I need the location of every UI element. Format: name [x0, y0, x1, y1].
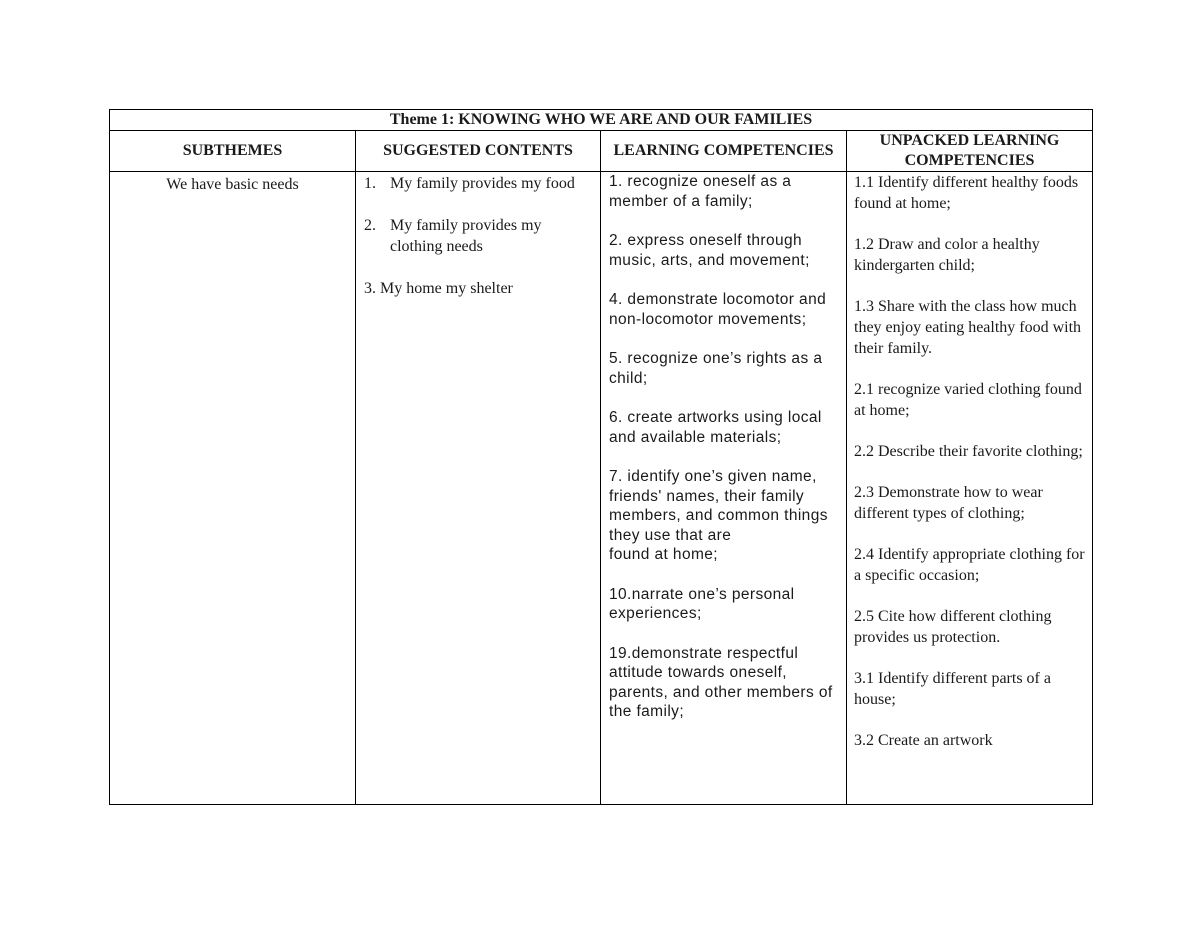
unpacked-item: 3.2 Create an artwork	[854, 732, 993, 749]
table-row	[110, 172, 1093, 805]
competency-item: 6. create artworks using local and available materials;	[609, 409, 822, 446]
unpacked-item: 2.3 Demonstrate how to wear different types of clothing;	[854, 484, 1043, 522]
subtheme-text: We have basic needs	[166, 176, 299, 193]
list-text: My family provides my food	[390, 175, 575, 192]
competency-item: 5. recognize one’s rights as a child;	[609, 350, 823, 387]
unpacked-competencies-cell	[847, 172, 1093, 805]
competency-item: 19.demonstrate respectful attitude towards oneself, parents, and other members of the family;	[609, 644, 833, 720]
list-number: 2.	[364, 217, 376, 234]
competency-item: 1. recognize oneself as a member of a family;	[609, 173, 792, 210]
competency-item: 4. demonstrate locomotor and non-locomotor movements;	[609, 291, 827, 328]
list-text: My family provides my clothing needs	[390, 217, 542, 255]
unpacked-item: 2.4 Identify appropriate clothing for a specific occasion;	[854, 546, 1085, 584]
subtheme-cell	[110, 172, 356, 805]
suggested-contents-cell	[356, 172, 601, 805]
header-unpacked-competencies: UNPACKED LEARNING COMPETENCIES	[847, 131, 1093, 172]
header-learning-competencies: LEARNING COMPETENCIES	[601, 131, 847, 172]
list-item	[364, 215, 594, 257]
header-suggested-contents: SUGGESTED CONTENTS	[356, 131, 601, 172]
learning-competencies-cell	[601, 172, 847, 805]
header-row	[110, 131, 1093, 172]
unpacked-item: 2.2 Describe their favorite clothing;	[854, 443, 1083, 460]
unpacked-item: 3.1 Identify different parts of a house;	[854, 670, 1051, 708]
list-item	[364, 173, 594, 194]
unpacked-item: 2.1 recognize varied clothing found at home;	[854, 381, 1082, 419]
unpacked-item: 2.5 Cite how different clothing provides us protection.	[854, 608, 1052, 646]
title-row	[110, 110, 1093, 131]
curriculum-table	[109, 109, 1093, 805]
competency-item: 10.narrate one’s personal experiences;	[609, 585, 795, 622]
competency-item: 7. identify one’s given name, friends' names, their family members, and common things they use that are found at home;	[609, 468, 828, 563]
unpacked-item: 1.2 Draw and color a healthy kindergarten child;	[854, 236, 1040, 274]
unpacked-item: 1.1 Identify different healthy foods found at home;	[854, 174, 1079, 212]
list-number: 1.	[364, 175, 376, 192]
competency-item: 2. express oneself through music, arts, and movement;	[609, 232, 810, 269]
list-item: 3. My home my shelter	[364, 280, 513, 297]
header-subthemes: SUBTHEMES	[110, 131, 356, 172]
table-title: Theme 1: KNOWING WHO WE ARE AND OUR FAMILIES	[110, 110, 1093, 131]
unpacked-item: 1.3 Share with the class how much they enjoy eating healthy food with their family.	[854, 298, 1082, 357]
